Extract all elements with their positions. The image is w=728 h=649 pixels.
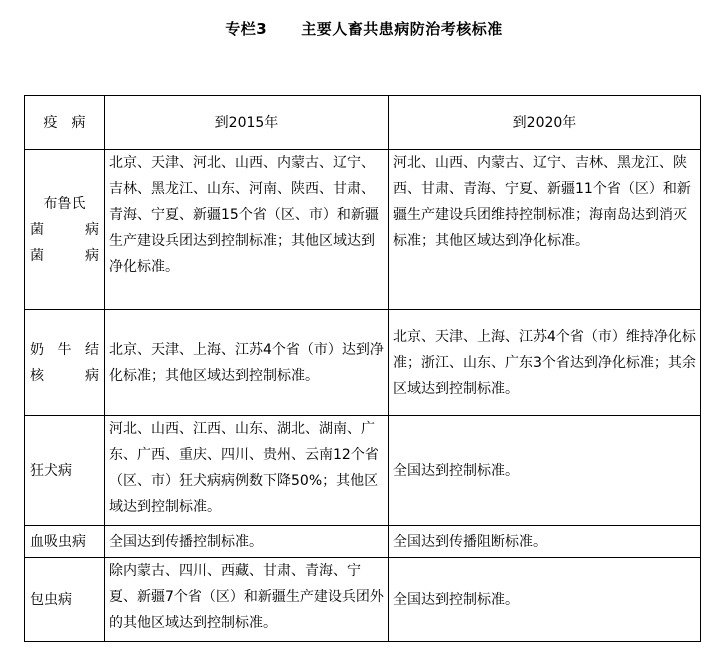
table-row (25, 416, 701, 526)
table-header-row (25, 96, 701, 150)
disease-name-line: 菌 病 (30, 247, 99, 264)
title-text: 主要人畜共患病防治考核标准 (301, 20, 503, 38)
table-row (25, 558, 701, 642)
target-2015: 河北、山西、江西、山东、湖北、湖南、广东、广西、重庆、四川、贵州、云南12个省（区、市）狂犬病病例数下降50%；其他区域达到控制标准。 (105, 416, 389, 526)
disease-name (25, 416, 105, 526)
disease-name (25, 558, 105, 642)
table-row (25, 310, 701, 416)
disease-name (25, 526, 105, 558)
standards-table (24, 95, 701, 642)
target-2015: 除内蒙古、四川、西藏、甘肃、青海、宁夏、新疆7个省（区）和新疆生产建设兵团外的其他区域达到控制标准。 (105, 558, 389, 642)
column-label: 专栏3 (225, 20, 268, 38)
disease-name (25, 150, 105, 310)
target-2020: 全国达到控制标准。 (389, 416, 701, 526)
table-row (25, 150, 701, 310)
header-2015: 到2015年 (105, 96, 389, 150)
table-row (25, 526, 701, 558)
target-2015: 北京、天津、上海、江苏4个省（市）达到净化标准；其他区域达到控制标准。 (105, 310, 389, 416)
target-2020: 全国达到控制标准。 (389, 558, 701, 642)
target-2015: 北京、天津、河北、山西、内蒙古、辽宁、吉林、黑龙江、山东、河南、陕西、甘肃、青海、宁夏、新疆15个省（区、市）和新疆生产建设兵团达到控制标准；其他区域达到净化标准。 (105, 150, 389, 310)
disease-name-line: 菌 病 (30, 221, 99, 238)
page-title (0, 18, 728, 39)
disease-name-line: 包虫病 (30, 591, 72, 608)
disease-name-line: 奶牛结 (30, 341, 99, 358)
disease-name-line: 狂犬病 (30, 462, 72, 479)
disease-name (25, 310, 105, 416)
target-2020: 北京、天津、上海、江苏4个省（市）维持净化标准；浙江、山东、广东3个省达到净化标准；其余区域达到控制标准。 (389, 310, 701, 416)
disease-name-line: 布鲁氏 (43, 195, 86, 212)
target-2020: 河北、山西、内蒙古、辽宁、吉林、黑龙江、陕西、甘肃、青海、宁夏、新疆11个省（区）和新疆生产建设兵团维持控制标准；海南岛达到消灭标准；其他区域达到净化标准。 (389, 150, 701, 310)
header-2020: 到2020年 (389, 96, 701, 150)
target-2015: 全国达到传播控制标准。 (105, 526, 389, 558)
disease-name-line: 血吸虫病 (30, 533, 86, 550)
disease-name-line: 核 病 (30, 367, 99, 384)
header-disease: 疫 病 (25, 96, 105, 150)
target-2020: 全国达到传播阻断标准。 (389, 526, 701, 558)
